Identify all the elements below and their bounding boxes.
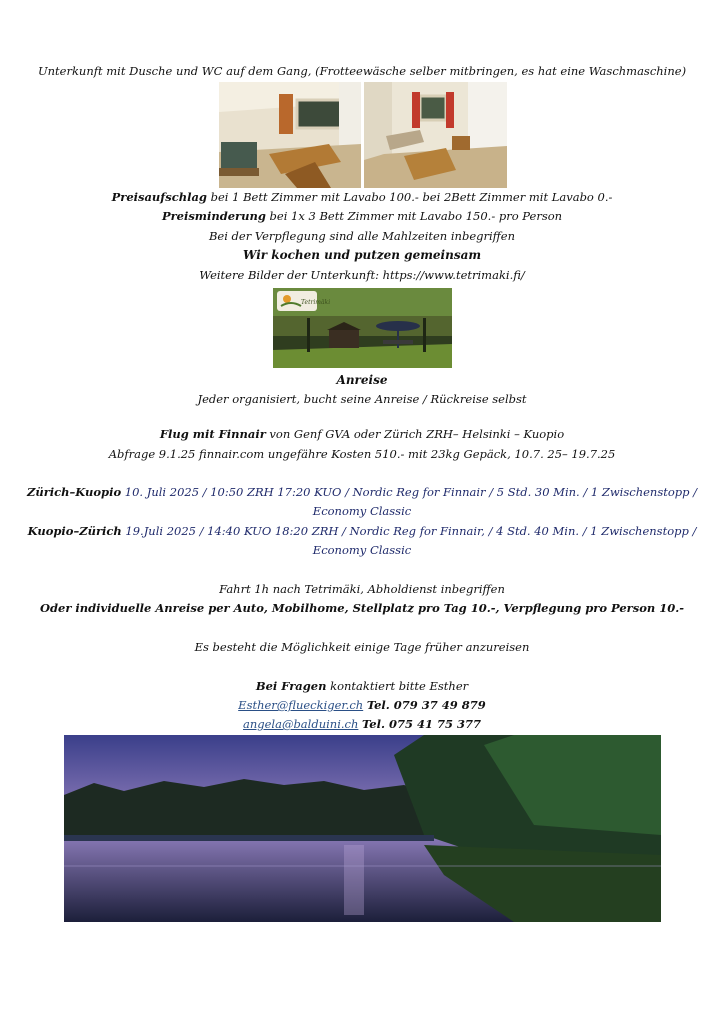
flight-query: Abfrage 9.1.25 finnair.com ungefähre Kosten 510.- mit 23kg Gepäck, 10.7. 25– 19.7.25	[108, 447, 616, 461]
arrival-text: Jeder organisiert, bucht seine Anreise / Rückreise selbst	[197, 392, 527, 406]
flight-line	[0, 427, 724, 441]
flight-route: von Genf GVA oder Zürich ZRH– Helsinki – Kuopio	[265, 427, 565, 441]
outbound-class: Economy Classic	[312, 504, 412, 518]
reduction-text: bei 1x 3 Bett Zimmer mit Lavabo 150.- pro Person	[265, 209, 563, 223]
intro-text: Unterkunft mit Dusche und WC auf dem Gang, (Frotteewäsche selber mitbringen, es hat eine Waschmaschine)	[37, 64, 687, 78]
contact-2	[0, 717, 724, 731]
outbound-line	[0, 485, 724, 499]
logo-text: Tetrimäki	[301, 299, 331, 306]
early-text: Es besteht die Möglichkeit einige Tage früher anzureisen	[194, 640, 530, 654]
outbound-label: Zürich–Kuopio	[26, 485, 122, 499]
phone-esther: Tel. 079 37 49 879	[366, 698, 486, 712]
outbound-text: 10. Juli 2025 / 10:50 ZRH 17:20 KUO / Nordic Reg for Finnair / 5 Std. 30 Min. / 1 Zwischenstopp /	[121, 485, 698, 499]
flight-label: Flug mit Finnair	[159, 427, 266, 441]
return-class: Economy Classic	[312, 543, 412, 557]
email-link-angela[interactable]: angela@balduini.ch	[242, 717, 359, 731]
lake-dusk-photo	[64, 735, 661, 922]
arrival-heading: Anreise	[336, 373, 388, 387]
more-images-text: Weitere Bilder der Unterkunft: https://www.tetrimaki.fi/	[199, 268, 525, 282]
transfer-text: Fahrt 1h nach Tetrimäki, Abholdienst inbegriffen	[219, 582, 505, 596]
individual-text: Oder individuelle Anreise per Auto, Mobilhome, Stellplatz pro Tag 10.-, Verpflegung pro Person 10.-	[39, 601, 685, 615]
surcharge-label: Preisaufschlag	[111, 190, 207, 204]
reduction-line	[0, 209, 724, 223]
questions-label: Bei Fragen	[255, 679, 327, 693]
contact-1	[0, 698, 724, 712]
surcharge-line	[0, 190, 724, 204]
reduction-label: Preisminderung	[161, 209, 266, 223]
return-label: Kuopio–Zürich	[27, 524, 122, 538]
room-photo-1	[219, 82, 361, 188]
return-line	[0, 524, 724, 538]
surcharge-text: bei 1 Bett Zimmer mit Lavabo 100.- bei 2Bett Zimmer mit Lavabo 0.-	[206, 190, 613, 204]
meals-text: Bei der Verpflegung sind alle Mahlzeiten inbegriffen	[208, 229, 516, 243]
cook-text: Wir kochen und putzen gemeinsam	[242, 248, 482, 262]
return-text: 19.Juli 2025 / 14:40 KUO 18:20 ZRH / Nordic Reg for Finnair, / 4 Std. 40 Min. / 1 Zwischenstopp /	[121, 524, 697, 538]
questions-text: kontaktiert bitte Esther	[326, 679, 469, 693]
email-link-esther[interactable]: Esther@flueckiger.ch	[238, 698, 364, 712]
phone-angela: Tel. 075 41 75 377	[362, 717, 482, 731]
tetrimaki-banner	[273, 288, 452, 368]
questions-line	[0, 679, 724, 693]
room-photo-2	[364, 82, 507, 188]
